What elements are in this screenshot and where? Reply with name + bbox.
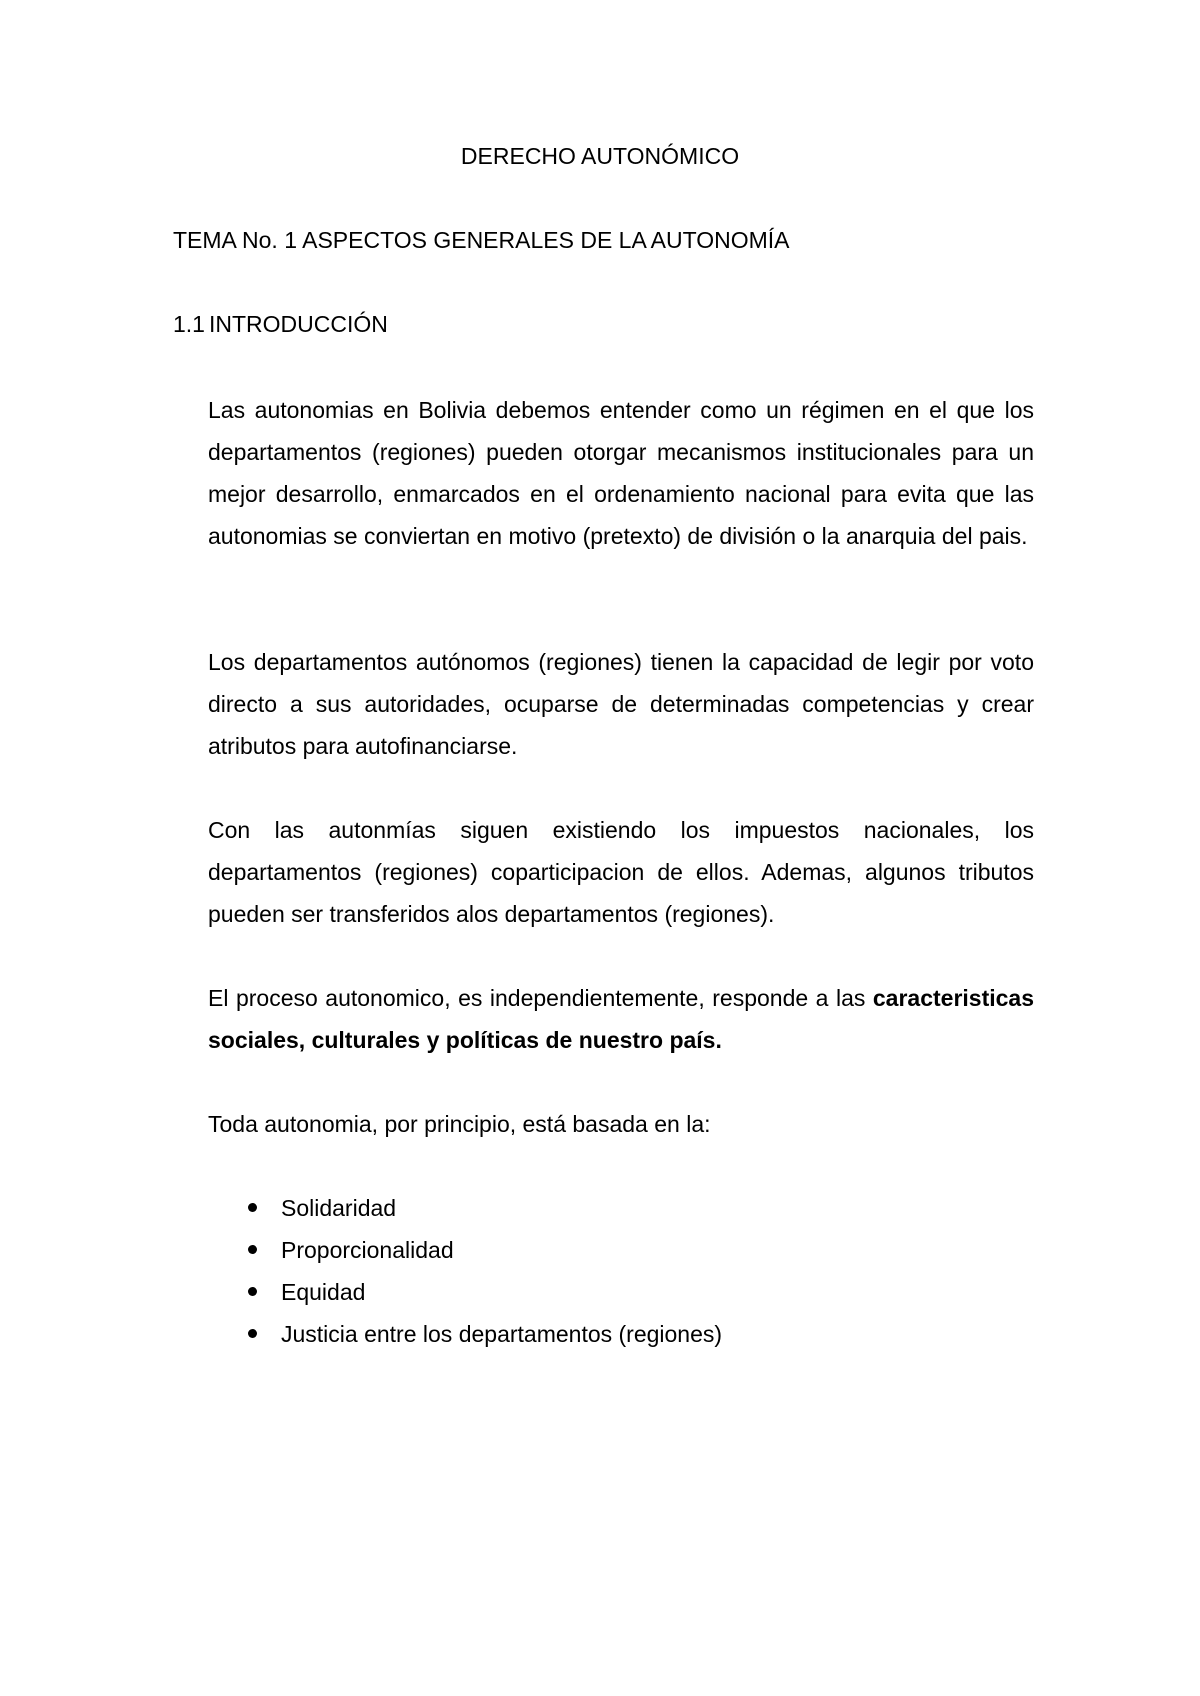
bullet-icon xyxy=(248,1287,257,1296)
section-title: INTRODUCCIÓN xyxy=(209,311,388,337)
paragraph-4 xyxy=(208,977,1034,1061)
list-item-text: Proporcionalidad xyxy=(281,1237,454,1263)
topic-heading: TEMA No. 1 ASPECTOS GENERALES DE LA AUTONOMÍA xyxy=(173,227,790,253)
principles-list xyxy=(208,1187,1034,1355)
bullet-icon xyxy=(248,1329,257,1338)
list-item-text: Solidaridad xyxy=(281,1195,397,1221)
paragraph-2: Los departamentos autónomos (regiones) tienen la capacidad de legir por voto directo a sus autoridades, ocuparse de determinadas competencias y crear atributos para autofinanciarse. xyxy=(208,649,1034,759)
paragraph-1: Las autonomias en Bolivia debemos entender como un régimen en el que los departamentos (regiones) pueden otorgar mecanismos institucionales para un mejor desarrollo, enmarcados en el ordenamiento nacional para evita que las autonomias se conviertan en motivo (pretexto) de división o la anarquia del pais. xyxy=(208,397,1034,549)
list-item xyxy=(208,1187,1034,1229)
list-item-text: Equidad xyxy=(281,1279,366,1305)
list-item xyxy=(208,1229,1034,1271)
paragraph-3: Con las autonmías siguen existiendo los impuestos nacionales, los departamentos (regiones) coparticipacion de ellos. Ademas, algunos tributos pueden ser transferidos alos departamentos (regiones). xyxy=(208,817,1034,927)
list-item xyxy=(208,1313,1034,1355)
paragraph-4-bold-text: caracteristicas sociales, culturales y políticas de nuestro país. xyxy=(208,985,1034,1053)
paragraph-5: Toda autonomia, por principio, está basada en la: xyxy=(208,1111,711,1137)
list-item-text: Justicia entre los departamentos (regiones) xyxy=(281,1321,723,1347)
section-number: 1.1 xyxy=(173,311,205,337)
section-heading xyxy=(173,310,388,338)
bullet-icon xyxy=(248,1245,257,1254)
list-item xyxy=(208,1271,1034,1313)
document-title: DERECHO AUTONÓMICO xyxy=(460,143,740,169)
bullet-icon xyxy=(248,1203,257,1212)
paragraph-4-text: El proceso autonomico, es independientemente, responde a las xyxy=(208,985,866,1011)
